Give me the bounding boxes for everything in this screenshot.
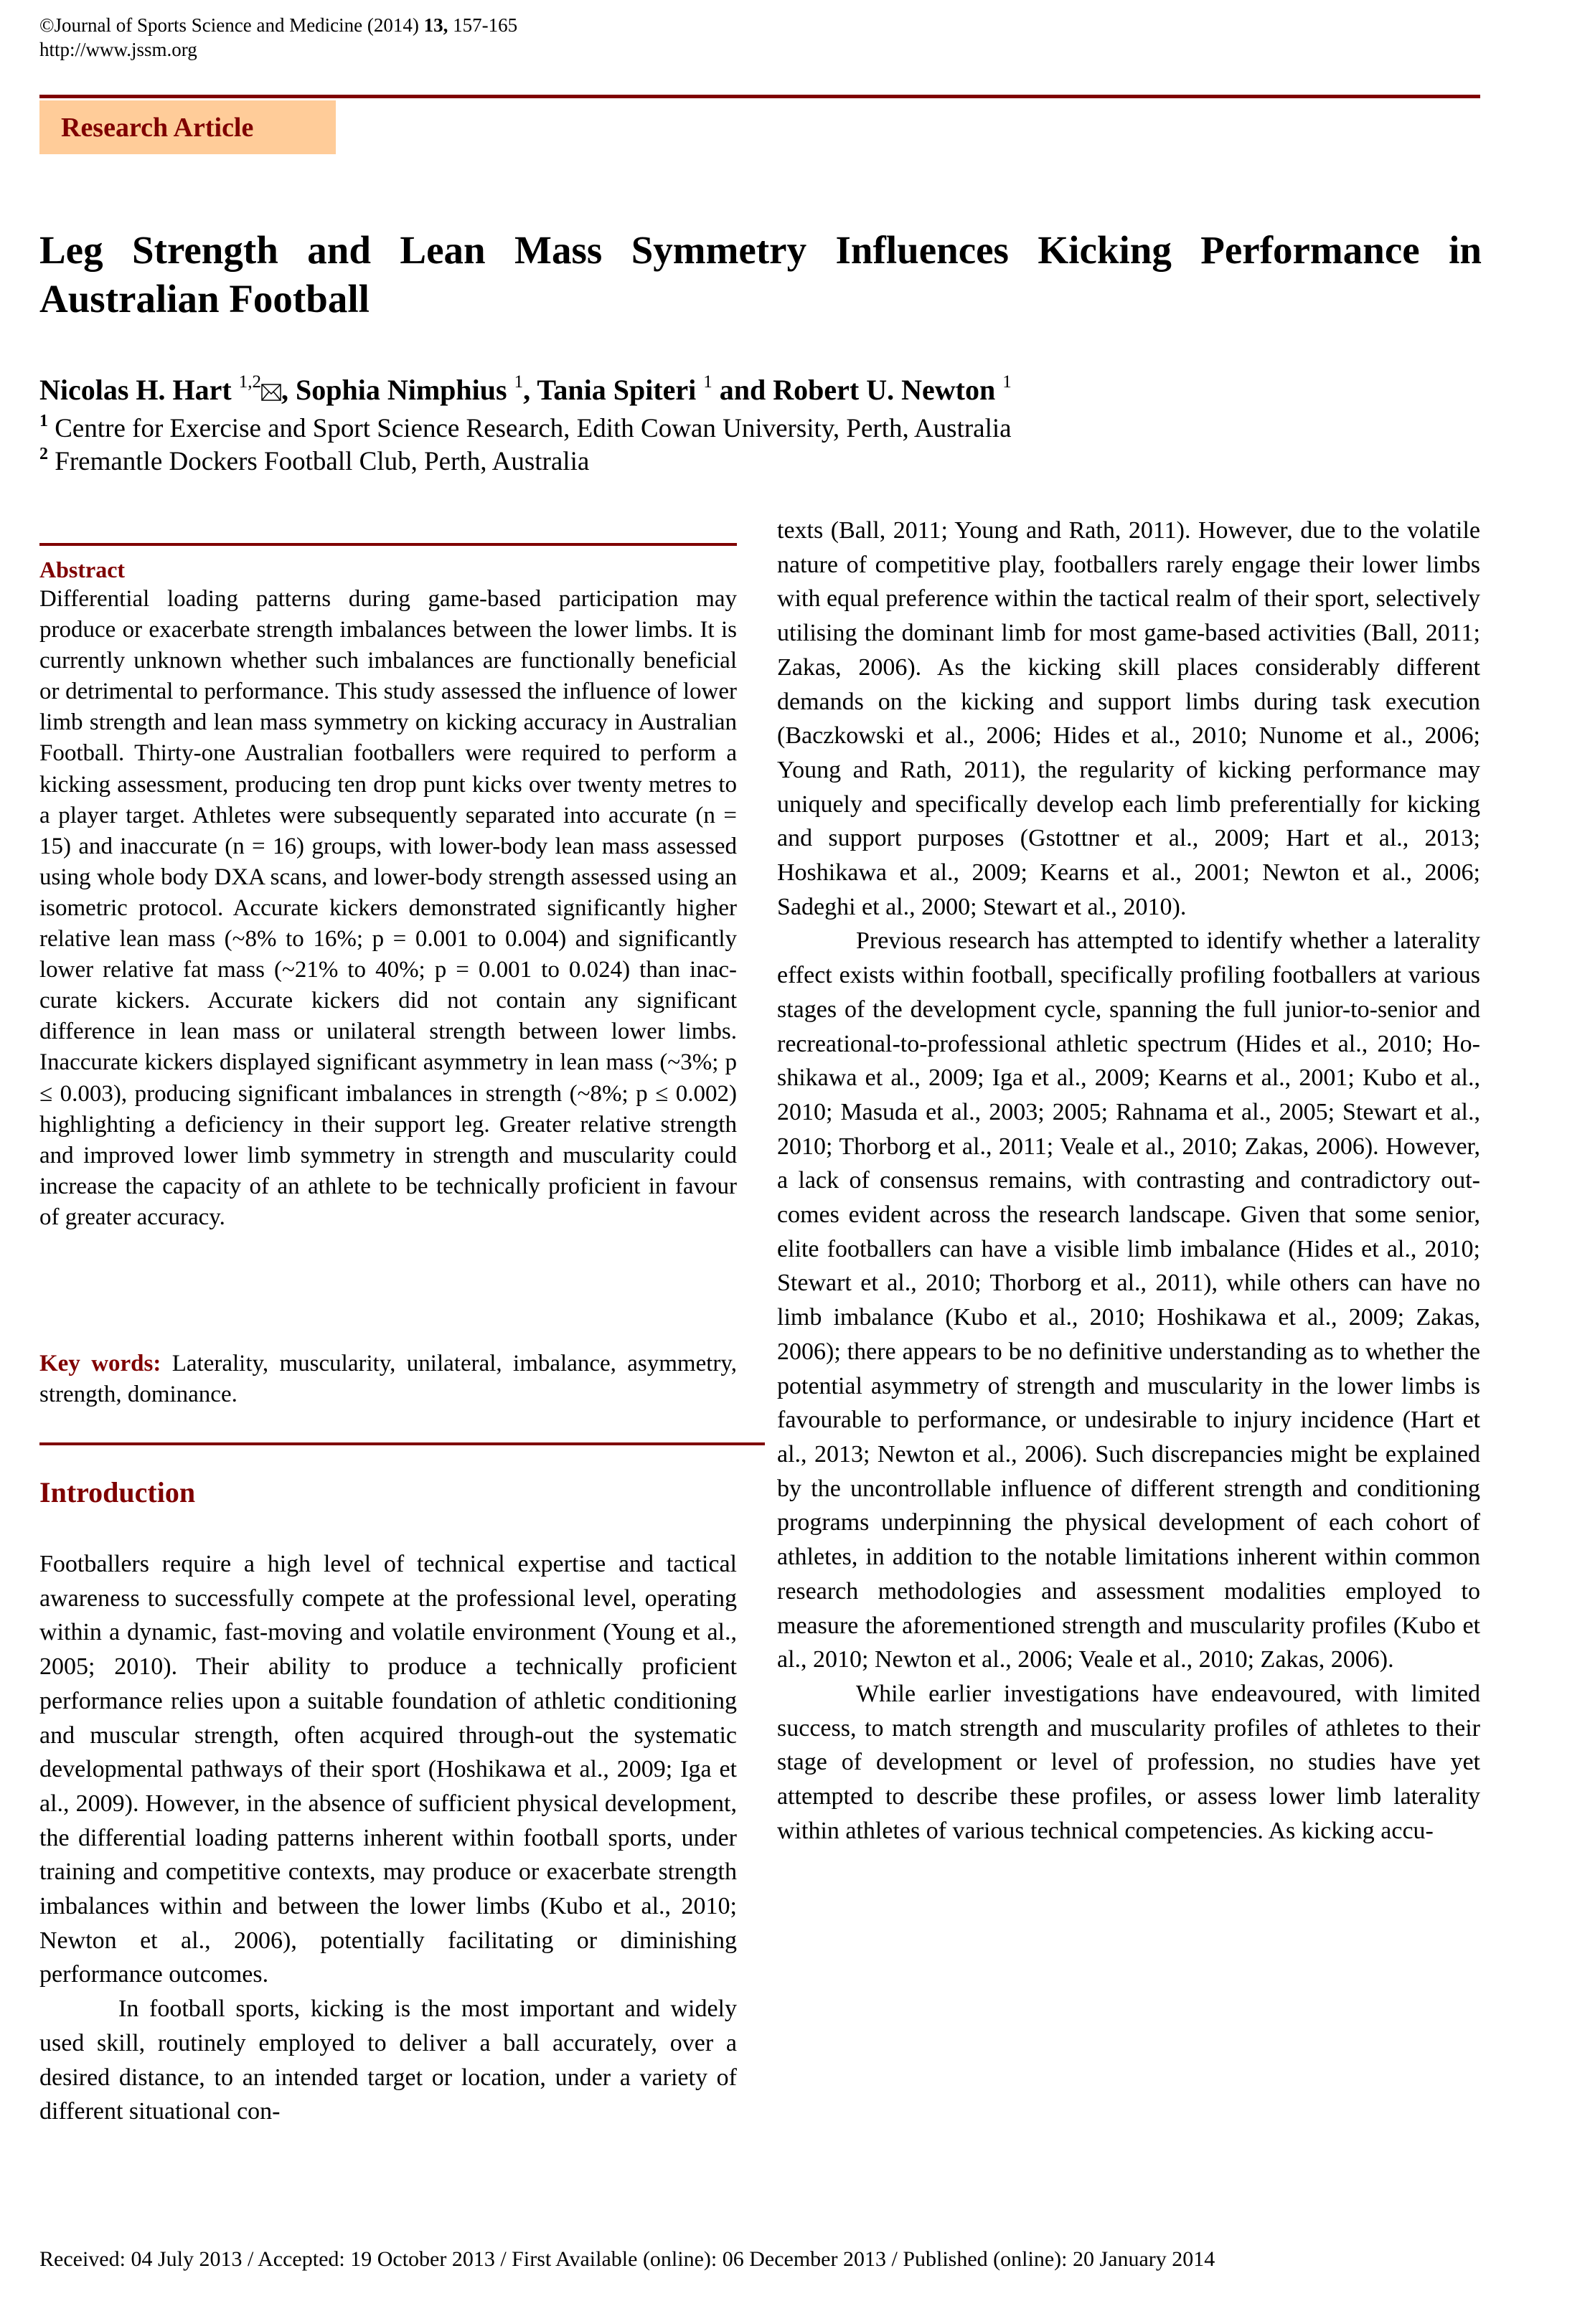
abstract-section (39, 555, 737, 1233)
affiliation-number: 2 (39, 445, 48, 463)
page-range: 157-165 (448, 14, 518, 36)
affiliation-text: Centre for Exercise and Sport Science Research, Edith Cowan University, Perth, Australia (48, 414, 1012, 443)
journal-name: ©Journal of Sports Science and Medicine (2014) (39, 14, 424, 36)
introduction-heading-block (39, 1475, 737, 1511)
publication-dates: Received: 04 July 2013 / Accepted: 19 October 2013 / First Available (online): 06 December 2013 / Published (online): 20 January 2014 (39, 2247, 1215, 2271)
author-name: Robert U. Newton (773, 374, 996, 406)
body-paragraph: While earlier investigations have endeavoured, with limited success, to match strength and muscularity profiles of athletes to their stage of development or level of profession, no studies have yet attempted to describe these profiles, or assess lower limb laterality within athletes of various technical competencies. As kicking accu- (777, 1680, 1480, 1844)
abstract-heading: Abstract (39, 557, 126, 582)
envelope-icon[interactable] (261, 374, 281, 392)
author-affiliation-sup: 1 (514, 372, 524, 392)
author-name: Nicolas H. Hart (39, 374, 232, 406)
author-name: Sophia Nimphius (295, 374, 507, 406)
introduction-left-column (39, 1547, 737, 2129)
volume-number: 13, (423, 14, 448, 36)
abstract-text: Differential loading patterns during game-based participation may produce or exacerbate strength imbalances between the lower limbs. It is currently unknown whether such imbalances are functionally beneficial or detrimental to performance. This study assessed the influence of lower limb strength and lean mass symmetry on kicking accuracy in Australian Football. Thirty-one Australian footballers were required to perform a kicking assessment, producing ten drop punt kicks over twenty metres to a player target. Athletes were subsequently separated into accurate (n = 15) and inaccurate (n = 16) groups, with lower-body lean mass assessed using whole body DXA scans, and lower-body strength assessed using an isometric protocol. Accurate kickers demonstrated significantly higher relative lean mass (~8% to 16%; p = 0.001 to 0.004) and significantly lower relative fat mass (~21% to 40%; p = 0.001 to 0.024) than inaccurate kickers. Accurate kickers did not contain any significant difference in lean mass or unilateral strength between lower limbs. Inaccurate kickers displayed significant asymmetry in lean mass (~3%; p ≤ 0.003), producing significant imbalances in strength (~8%; p ≤ 0.002) highlighting a deficiency in their support leg. Greater relative strength and improved lower limb symmetry in strength and muscularity could increase the capacity of an athlete to be technically proficient in favour of greater accuracy. (39, 586, 737, 1230)
author-affiliation-sup: 1 (1002, 372, 1012, 392)
author-affiliation-sup: 1 (703, 372, 712, 392)
journal-citation (39, 16, 517, 35)
abstract-top-rule (39, 543, 737, 546)
author-name: Tania Spiteri (537, 374, 697, 406)
article-type-badge (39, 100, 336, 154)
introduction-right-column (777, 514, 1480, 1848)
keywords-text: Laterality, muscularity, unilateral, imbalance, asymmetry, strength, dominance. (39, 1351, 737, 1407)
keywords-label: Key words: (39, 1351, 161, 1376)
author-affiliation-sup: 1,2 (238, 372, 261, 392)
author-separator: , (523, 374, 537, 406)
body-paragraph: In football sports, kicking is the most important and widely used skill, routinely employed to deliver a ball accurately, over a desired distance, to an intended target or location, under a variety of different situational con- (39, 1995, 737, 2125)
body-paragraph: Previous research has attempted to identify whether a laterality effect exists within football, specifically profiling footballers at various stages of the development cycle, spanning the full junior-to-senior and recreational-to-professional athletic spectrum (Hides et al., 2010; Hoshikawa et al., 2009; Iga et al., 2009; Kearns et al., 2001; Kubo et al., 2010; Masuda et al., 2003; 2005; Rahnama et al., 2005; Stewart et al., 2010; Thorborg et al., 2011; Veale et al., 2010; Zakas, 2006). However, a lack of consensus remains, with contrasting and contradictory outcomes evident across the research landscape. Given that some senior, elite footballers can have a visible limb imbalance (Hides et al., 2010; Stewart et al., 2010; Thorborg et al., 2011), while others can have no limb imbalance (Kubo et al., 2010; Hoshikawa et al., 2009; Zakas, 2006); there appears to be no definitive understanding as to whether the potential asymmetry of strength and muscularity in the lower limbs is favourable to performance, or undesirable to injury incidence (Hart et al., 2013; Newton et al., 2006). Such discrepancies might be explained by the uncontrollable influence of different strength and conditioning programs underpinning the physical development of each cohort of athletes, in addition to the notable limitations inherent within common research methodologies and assessment modalities employed to measure the aforementioned strength and muscularity profiles (Kubo et al., 2010; Newton et al., 2006; Veale et al., 2010; Zakas, 2006). (777, 927, 1480, 1673)
journal-url[interactable]: http://www.jssm.org (39, 39, 197, 60)
header-rule (39, 95, 1480, 98)
paper-title: Leg Strength and Lean Mass Symmetry Influences Kicking Performance in Australian Football (39, 228, 1482, 321)
introduction-heading: Introduction (39, 1476, 196, 1508)
affiliation-number: 1 (39, 412, 48, 430)
affiliation-1 (39, 413, 1012, 444)
keywords-bottom-rule (39, 1442, 765, 1445)
author-separator: , (281, 374, 296, 406)
affiliation-2 (39, 446, 589, 477)
author-separator: and (712, 374, 773, 406)
body-paragraph: Footballers require a high level of technical expertise and tactical awareness to successfully compete at the professional level, operating within a dynamic, fast-moving and volatile environment (Young et al., 2005; 2010). Their ability to produce a technically proficient performance relies upon a suitable foundation of athletic conditioning and muscular strength, often acquired through-out the systematic developmental pathways of their sport (Hoshikawa et al., 2009; Iga et al., 2009). However, in the absence of sufficient physical development, the differential loading patterns inherent within football sports, under training and competitive contexts, may produce or exacerbate strength imbalances within and between the lower limbs (Kubo et al., 2010; Newton et al., 2006), potentially facilitating or diminishing performance outcomes. (39, 1551, 737, 1988)
keywords-section (39, 1348, 737, 1410)
body-paragraph: texts (Ball, 2011; Young and Rath, 2011). However, due to the volatile nature of competitive play, footballers rarely engage their lower limbs with equal preference within the tactical realm of their sport, selectively utilising the dominant limb for most game-based activities (Ball, 2011; Zakas, 2006). As the kicking skill places considerably different demands on the kicking and support limbs during task execution (Baczkowski et al., 2006; Hides et al., 2010; Nunome et al., 2006; Young and Rath, 2011), the regularity of kicking performance may uniquely and specifically develop each limb preferentially for kicking and support purposes (Gstottner et al., 2009; Hart et al., 2013; Hoshikawa et al., 2009; Kearns et al., 2001; Newton et al., 2006; Sadeghi et al., 2000; Stewart et al., 2010). (777, 517, 1480, 920)
article-type-label: Research Article (61, 112, 254, 143)
author-list (39, 373, 1012, 407)
affiliation-text: Fremantle Dockers Football Club, Perth, Australia (48, 447, 590, 476)
